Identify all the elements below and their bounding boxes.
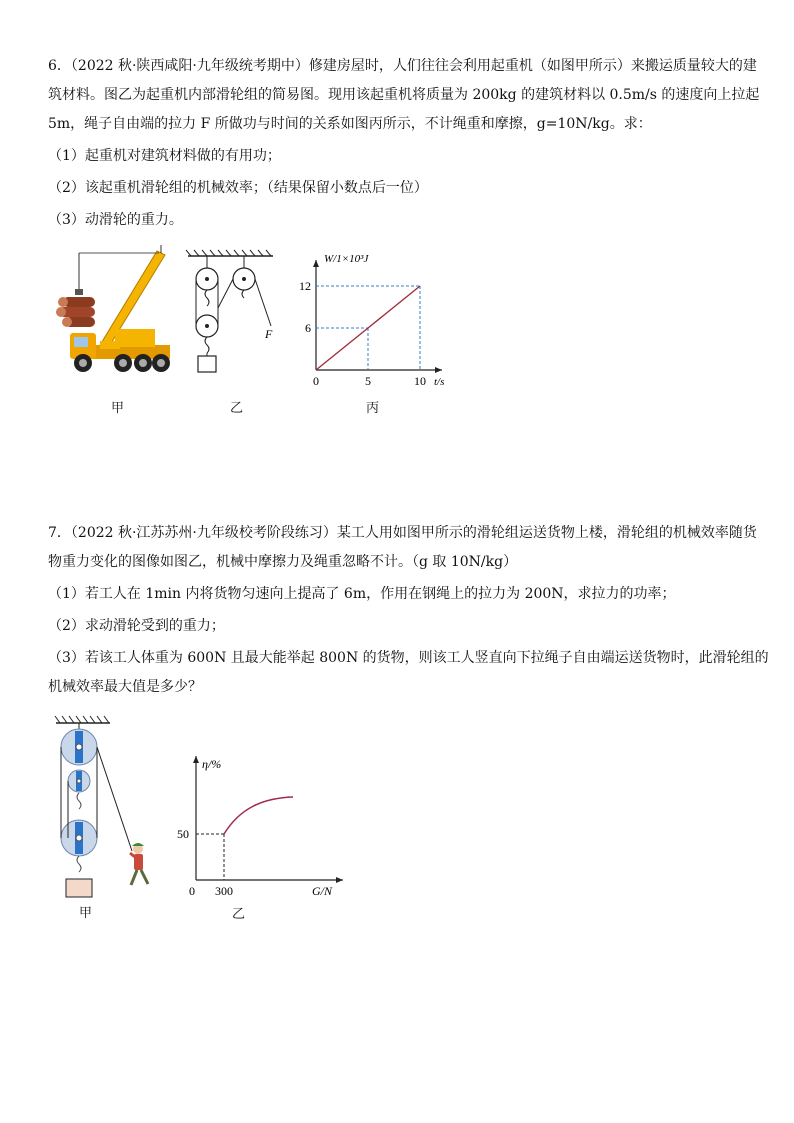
efficiency-curve — [224, 797, 293, 834]
y-axis-arrow — [193, 756, 199, 763]
q7-subquestion-2: （2）求动滑轮受到的重力； — [48, 618, 225, 634]
q7-text-line-1: 7．（2022 秋·江苏苏州·九年级校考阶段练习）某工人用如图甲所示的滑轮组运送货物上楼，滑轮组的机械效率随货 — [48, 525, 757, 541]
worker-figure — [130, 843, 148, 885]
q7-efficiency-chart — [168, 750, 353, 900]
q7-figure-label-jia: 甲 — [79, 906, 93, 921]
q6-subquestion-3: （3）动滑轮的重力。 — [48, 212, 183, 228]
q6-pulley-diagram — [183, 248, 283, 378]
y-tick-label: 50 — [177, 827, 189, 841]
force-label-f: F — [265, 327, 273, 341]
q6-text-line-2: 筑材料。图乙为起重机内部滑轮组的简易图。现用该起重机将质量为 200kg 的建筑材料以 0.5m/s 的速度向上拉起 — [48, 87, 760, 103]
y-axis-label: η/% — [202, 757, 222, 771]
q7-text-line-2: 物重力变化的图像如图乙，机械中摩擦力及绳重忽略不计。（g 取 10N/kg） — [48, 554, 518, 570]
origin-label: 0 — [313, 374, 319, 388]
q7-load-block — [66, 879, 92, 897]
x-axis-arrow — [336, 877, 343, 883]
origin-label: 0 — [189, 884, 195, 898]
q7-subquestion-1: （1）若工人在 1min 内将货物匀速向上提高了 6m，作用在钢绳上的拉力为 200N，求拉力的功率； — [48, 586, 676, 602]
logs-load — [56, 297, 95, 327]
q6-text-line-1: 6．（2022 秋·陕西咸阳·九年级统考期中）修建房屋时，人们往往会利用起重机（如图甲所示）来搬运质量较大的建 — [48, 58, 757, 74]
q6-subquestion-1: （1）起重机对建筑材料做的有用功； — [48, 148, 281, 164]
q6-subquestion-2: （2）该起重机滑轮组的机械效率；（结果保留小数点后一位） — [48, 180, 428, 196]
x-axis-label: G/N — [312, 884, 333, 898]
q6-figure-label-bing: 丙 — [366, 401, 380, 416]
x-tick-label: 5 — [365, 374, 371, 388]
q7-pulley-worker-diagram — [52, 713, 162, 903]
x-tick-label: 300 — [215, 884, 233, 898]
q7-subquestion-3-line-1: （3）若该工人体重为 600N 且最大能举起 800N 的货物，则该工人竖直向下拉绳子自由端运送货物时，此滑轮组的 — [48, 650, 769, 666]
x-axis-label: t/s — [434, 376, 445, 388]
q6-work-time-chart — [299, 250, 460, 388]
x-tick-label: 10 — [414, 374, 426, 388]
q6-figure-label-jia: 甲 — [111, 401, 125, 416]
y-axis-label: W/1×10³J — [324, 253, 369, 265]
q6-load-block — [198, 356, 216, 372]
y-axis-arrow — [313, 260, 319, 267]
q7-subquestion-3-line-2: 机械效率最大值是多少？ — [48, 679, 202, 695]
q6-text-line-3: 5m，绳子自由端的拉力 F 所做功与时间的关系如图丙所示，不计绳重和摩擦，g=10N/kg。求： — [48, 116, 652, 132]
y-tick-label: 6 — [305, 321, 311, 335]
q6-figure-label-yi: 乙 — [230, 401, 244, 416]
y-tick-label: 12 — [299, 279, 311, 293]
crane-truck-image — [55, 245, 180, 380]
q7-figure-label-yi: 乙 — [232, 907, 246, 922]
x-axis-arrow — [435, 367, 442, 373]
